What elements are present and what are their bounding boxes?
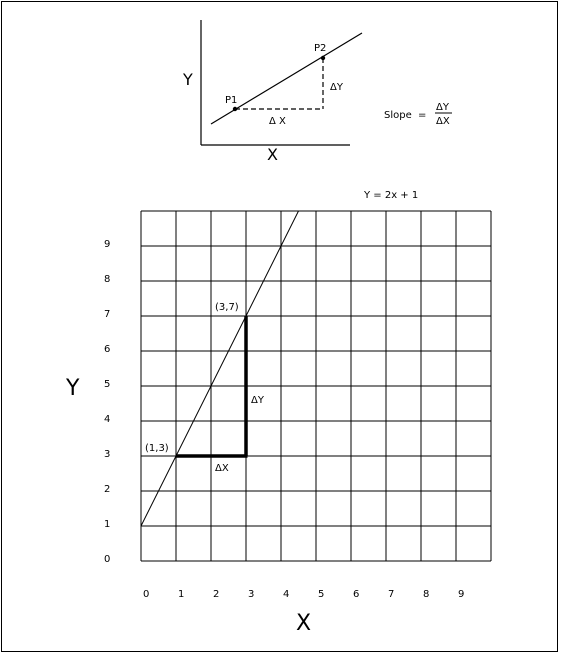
top-p2-dot bbox=[321, 56, 325, 60]
x-tick-label: 1 bbox=[178, 589, 185, 600]
y-tick-label: 3 bbox=[104, 449, 111, 460]
x-tick-labels bbox=[143, 589, 464, 600]
y-tick-label: 1 bbox=[104, 519, 111, 530]
equation-line bbox=[141, 211, 299, 526]
equation-label: Y = 2x + 1 bbox=[364, 190, 419, 201]
slope-equals: = bbox=[418, 110, 427, 121]
x-tick-label: 9 bbox=[458, 589, 465, 600]
x-tick-label: 8 bbox=[423, 589, 430, 600]
y-tick-label: 7 bbox=[104, 309, 111, 320]
top-p1-label: P1 bbox=[225, 95, 238, 106]
slope-concept-diagram bbox=[182, 20, 452, 164]
y-tick-label: 5 bbox=[104, 379, 111, 390]
grid-dy-label: ΔY bbox=[251, 395, 264, 406]
x-tick-label: 3 bbox=[248, 589, 255, 600]
y-tick-label: 8 bbox=[104, 274, 111, 285]
point-3-7-label: (3,7) bbox=[215, 302, 239, 313]
slope-denominator: ΔX bbox=[436, 116, 450, 127]
slope-label: Slope bbox=[384, 110, 412, 121]
x-tick-label: 7 bbox=[388, 589, 395, 600]
grid-lines bbox=[141, 211, 491, 561]
top-x-label: X bbox=[267, 145, 278, 164]
y-tick-label: 6 bbox=[104, 344, 111, 355]
x-tick-label: 2 bbox=[213, 589, 220, 600]
slope-numerator: ΔY bbox=[436, 102, 449, 113]
point-1-3-label: (1,3) bbox=[145, 443, 169, 454]
y-tick-label: 0 bbox=[104, 554, 111, 565]
top-p2-label: P2 bbox=[314, 43, 327, 54]
x-tick-label: 0 bbox=[143, 589, 150, 600]
grid-x-axis-label: X bbox=[296, 611, 312, 636]
grid-y-axis-label: Y bbox=[66, 376, 80, 401]
y-tick-labels bbox=[104, 239, 110, 565]
grid-chart bbox=[65, 190, 491, 636]
top-dy-label: ΔY bbox=[330, 82, 343, 93]
y-tick-label: 2 bbox=[104, 484, 111, 495]
y-tick-label: 9 bbox=[104, 239, 111, 250]
top-p1-dot bbox=[233, 107, 237, 111]
top-dx-label: Δ X bbox=[269, 116, 286, 127]
y-tick-label: 4 bbox=[104, 414, 111, 425]
x-tick-label: 4 bbox=[283, 589, 290, 600]
grid-dx-label: ΔX bbox=[215, 463, 229, 474]
x-tick-label: 5 bbox=[318, 589, 325, 600]
x-tick-label: 6 bbox=[353, 589, 360, 600]
top-y-label: Y bbox=[183, 70, 193, 89]
